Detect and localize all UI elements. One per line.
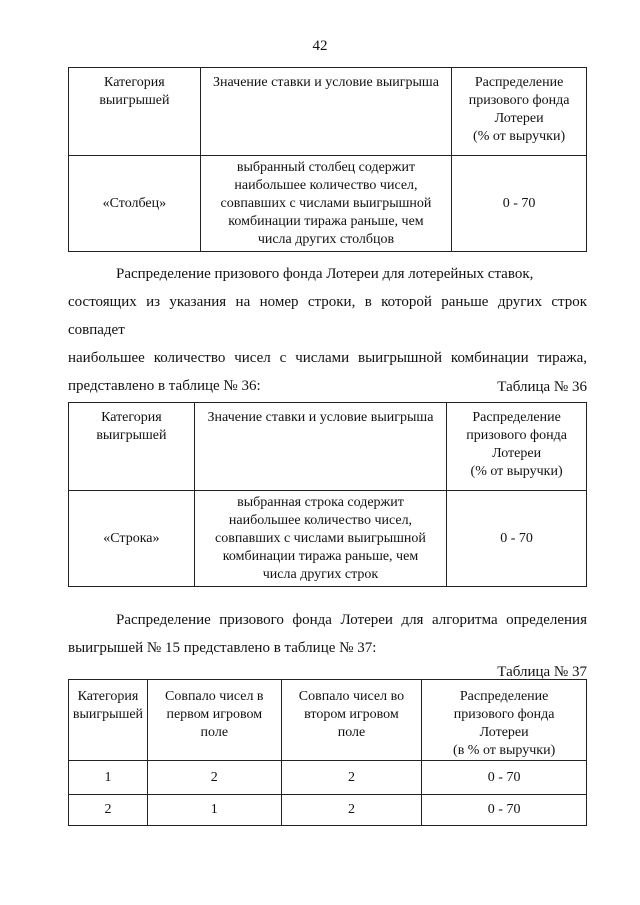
table-header-row [69, 403, 587, 491]
cell-line: совпавших с числами выигрышной [215, 530, 426, 546]
paragraph-line: представлено в таблице № 36: [68, 378, 261, 394]
header-line: (% от выручки) [470, 464, 563, 479]
cell-condition [200, 156, 451, 252]
cell-field1: 1 [147, 795, 281, 826]
header-line: выигрышей [72, 707, 144, 722]
paragraph-37 [68, 606, 587, 662]
table-row [69, 795, 587, 826]
cell-line: наибольшее количество чисел, [228, 512, 413, 528]
header-line: Категория [77, 689, 139, 704]
header-distribution [422, 680, 587, 761]
paragraph-line: Распределение призового фонда Лотереи для лотерейных ставок, [116, 266, 534, 282]
header-line: Распределение [472, 410, 561, 425]
header-line: Категория [101, 410, 162, 425]
cell-line: выбранная строка содержит [237, 494, 404, 510]
cell-distribution: 0 - 70 [452, 156, 587, 252]
header-line: (в % от выручки) [453, 743, 556, 758]
cell-line: числа других столбцов [257, 231, 395, 247]
header-line: выигрышей [96, 428, 167, 443]
table-36 [68, 402, 587, 587]
cell-distribution: 0 - 70 [422, 795, 587, 826]
header-line: Распределение [459, 689, 549, 704]
table-prev [68, 67, 587, 252]
table-37 [68, 679, 587, 826]
cell-distribution: 0 - 70 [422, 761, 587, 795]
cell-line: комбинации тиража раньше, чем [228, 213, 424, 229]
header-line: Значение ставки и условие выигрыша [207, 410, 434, 425]
cell-distribution: 0 - 70 [447, 491, 587, 587]
header-line: выигрышей [99, 93, 170, 108]
header-condition [194, 403, 446, 491]
page-number: 42 [312, 38, 328, 54]
header-condition [200, 68, 451, 156]
header-field2 [281, 680, 422, 761]
cell-field1: 2 [147, 761, 281, 795]
table-header-row [69, 680, 587, 761]
header-line: поле [200, 725, 229, 740]
cell-line: числа других строк [262, 566, 379, 582]
header-line: Лотереи [479, 725, 529, 740]
header-line: Лотереи [492, 446, 542, 461]
cell-category: «Строка» [69, 491, 195, 587]
header-line: Совпало чисел во [298, 689, 405, 704]
paragraph-line: наибольшее количество чисел с числами выигрышной комбинации тиража, [68, 350, 587, 366]
cell-field2: 2 [281, 761, 422, 795]
header-line: Значение ставки и условие выигрыша [213, 75, 439, 90]
table-row [69, 761, 587, 795]
header-category [69, 68, 201, 156]
header-category [69, 680, 148, 761]
header-line: призового фонда [466, 428, 567, 443]
header-distribution [452, 68, 587, 156]
paragraph-line: Распределение призового фонда Лотереи для алгоритма определения [116, 612, 587, 628]
header-line: втором игровом [304, 707, 399, 722]
cell-category: «Столбец» [69, 156, 201, 252]
header-line: Лотереи [494, 111, 544, 126]
header-distribution [447, 403, 587, 491]
header-line: поле [337, 725, 366, 740]
table-row [69, 156, 587, 252]
header-line: призового фонда [453, 707, 555, 722]
table-caption-36: Таблица № 36 [497, 379, 587, 395]
cell-line: выбранный столбец содержит [236, 159, 416, 175]
cell-category: 2 [69, 795, 148, 826]
cell-condition [194, 491, 446, 587]
header-line: первом игровом [166, 707, 263, 722]
paragraph-line: состоящих из указания на номер строки, в которой раньше других строк совпадет [68, 294, 587, 338]
table-header-row [69, 68, 587, 156]
header-line: Распределение [474, 75, 564, 90]
table-caption-37: Таблица № 37 [497, 664, 587, 680]
cell-line: совпавших с числами выигрышной [220, 195, 432, 211]
table-row [69, 491, 587, 587]
header-line: Категория [104, 75, 165, 90]
header-line: Совпало чисел в [165, 689, 264, 704]
header-category [69, 403, 195, 491]
header-field1 [147, 680, 281, 761]
cell-category: 1 [69, 761, 148, 795]
cell-line: наибольшее количество чисел, [234, 177, 418, 193]
paragraph-line: выигрышей № 15 представлено в таблице № 37: [68, 640, 377, 656]
header-line: призового фонда [468, 93, 570, 108]
cell-field2: 2 [281, 795, 422, 826]
cell-line: комбинации тиража раньше, чем [222, 548, 419, 564]
header-line: (% от выручки) [473, 129, 566, 144]
